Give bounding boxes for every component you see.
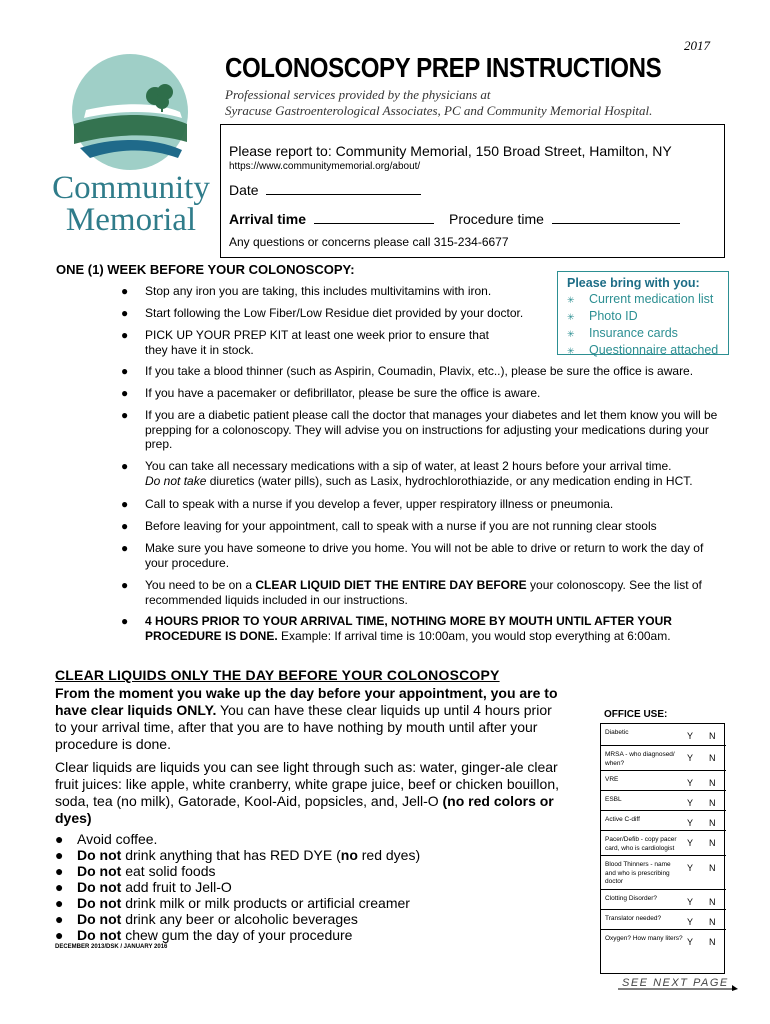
list-item: ● 4 HOURS PRIOR TO YOUR ARRIVAL TIME, NOTHING MORE BY MOUTH UNTIL AFTER YOUR PROCEDURE IS DONE. Example: If arrival time is 10:00am, you would stop everything at 6:00am. bbox=[121, 614, 672, 643]
subtitle-line-2: Syracuse Gastroenterological Associates, PC and Community Memorial Hospital. bbox=[225, 103, 653, 118]
bullet-icon: ● bbox=[55, 863, 64, 879]
week-before-heading: ONE (1) WEEK BEFORE YOUR COLONOSCOPY: bbox=[56, 262, 355, 277]
report-to-text: Please report to: Community Memorial, 150 Broad Street, Hamilton, NY bbox=[229, 143, 672, 159]
office-use-row: Clotting Disorder? Y N bbox=[601, 890, 726, 910]
arrival-time-label: Arrival time bbox=[229, 211, 307, 227]
office-use-row: Pacer/Defib - copy pacer card, who is cardiologist Y N bbox=[601, 831, 726, 856]
clear-liquids-paragraph-1: From the moment you wake up the day before your appointment, you are to have clear liquids ONLY. You can have these clear liquids up until 4 hours prior to your arrival time, after that you are to have nothing by mouth until after your procedure is done. bbox=[55, 685, 558, 752]
list-item: ● Start following the Low Fiber/Low Residue diet provided by your doctor. bbox=[121, 306, 524, 320]
list-item: ● Make sure you have someone to drive you home. You will not be able to drive or return to work the day of your procedure. bbox=[121, 541, 704, 570]
clear-liquids-heading: CLEAR LIQUIDS ONLY THE DAY BEFORE YOUR COLONOSCOPY bbox=[55, 667, 500, 683]
no-option[interactable]: N bbox=[709, 863, 716, 873]
avoid-item: ● Do not add fruit to Jell-O bbox=[55, 879, 232, 895]
arrival-time-field[interactable] bbox=[229, 211, 434, 227]
report-info-box bbox=[220, 124, 725, 258]
clear-liquids-paragraph-2: Clear liquids are liquids you can see light through such as: water, ginger-ale clear fruit juices: like apple, white cranberry, white grape juice, beef or chicken bouillon, soda, tea (no milk), Gatorade, Kool-Aid, popsicles, and, Jell-O (no red colors or dyes) bbox=[55, 759, 559, 826]
subtitle-line-1: Professional services provided by the physicians at bbox=[225, 87, 491, 102]
bullet-icon: ● bbox=[121, 284, 129, 298]
bullet-icon: ● bbox=[121, 497, 129, 511]
bring-item: ✳ Photo ID bbox=[567, 309, 638, 323]
questions-contact: Any questions or concerns please call 315-234-6677 bbox=[229, 235, 509, 249]
bring-item: ✳ Questionnaire attached bbox=[567, 343, 719, 357]
revision-date-note: DECEMBER 2013/DSK / JANUARY 2016 bbox=[55, 944, 168, 950]
bullet-icon: ● bbox=[121, 459, 129, 473]
logo-emblem-icon bbox=[40, 52, 220, 172]
office-use-row: Oxygen? How many liters? Y N bbox=[605, 935, 716, 947]
no-option[interactable]: N bbox=[709, 897, 716, 907]
no-option[interactable]: N bbox=[709, 838, 716, 848]
list-item: ● Stop any iron you are taking, this includes multivitamins with iron. bbox=[121, 284, 492, 298]
date-field[interactable] bbox=[229, 182, 421, 198]
bullet-icon: ● bbox=[121, 364, 129, 378]
avoid-item: ● Do not eat solid foods bbox=[55, 863, 216, 879]
procedure-time-field[interactable] bbox=[449, 211, 680, 227]
no-option[interactable]: N bbox=[709, 937, 716, 947]
list-item: ● PICK UP YOUR PREP KIT at least one week prior to ensure that they have it in stock. bbox=[121, 328, 489, 357]
bullet-icon: ● bbox=[121, 386, 129, 400]
bring-item: ✳ Current medication list bbox=[567, 292, 714, 306]
bullet-icon: ● bbox=[55, 895, 64, 911]
list-item: ● If you are a diabetic patient please call the doctor that manages your diabetes and let them know you will be prepping for a colonoscopy. They will advise you on instructions for adjusting your medications during your prep. bbox=[121, 408, 718, 451]
avoid-item: ● Do not drink anything that has RED DYE (no red dyes) bbox=[55, 847, 421, 863]
bullet-icon: ● bbox=[121, 306, 129, 320]
bring-item: ✳ Insurance cards bbox=[567, 326, 678, 340]
list-item: ● If you have a pacemaker or defibrillator, please be sure the office is aware. bbox=[121, 386, 541, 400]
yes-option[interactable]: Y bbox=[687, 937, 694, 947]
bullet-icon: ● bbox=[55, 831, 64, 847]
no-option[interactable]: N bbox=[709, 798, 716, 808]
procedure-time-blank-line[interactable] bbox=[552, 212, 680, 224]
community-memorial-logo bbox=[40, 52, 220, 247]
list-item: ● You need to be on a CLEAR LIQUID DIET THE ENTIRE DAY BEFORE your colonoscopy. See the list of recommended liquids included in our instructions. bbox=[121, 578, 702, 607]
yes-option[interactable]: Y bbox=[687, 731, 694, 741]
office-use-row: Blood Thinners - name and who is prescribing doctor Y N bbox=[601, 856, 726, 890]
bullet-icon: ● bbox=[121, 578, 129, 592]
logo-line-community: Community bbox=[52, 170, 210, 206]
office-use-row: Translator needed? Y N bbox=[601, 910, 726, 930]
see-next-page-label: SEE NEXT PAGE bbox=[622, 977, 729, 989]
avoid-item: ● Avoid coffee. bbox=[55, 831, 158, 847]
no-option[interactable]: N bbox=[709, 753, 716, 763]
logo-wordmark bbox=[40, 172, 222, 236]
office-use-row: VRE Y N bbox=[601, 771, 726, 791]
yes-option[interactable]: Y bbox=[687, 798, 694, 808]
no-option[interactable]: N bbox=[709, 731, 716, 741]
arrival-time-blank-line[interactable] bbox=[314, 212, 434, 224]
list-item: ● You can take all necessary medications with a sip of water, at least 2 hours before your arrival time. Do not take diuretics (water pills), such as Lasix, hydrochlorothiazide, or any medication ending in HCT. bbox=[121, 459, 693, 488]
bullet-icon: ● bbox=[121, 519, 129, 533]
asterisk-icon: ✳ bbox=[567, 329, 575, 339]
yes-option[interactable]: Y bbox=[687, 753, 694, 763]
list-item: ● Call to speak with a nurse if you develop a fever, upper respiratory illness or pneumonia. bbox=[121, 497, 614, 511]
bullet-icon: ● bbox=[55, 911, 64, 927]
office-use-row: ESBL Y N bbox=[601, 791, 726, 811]
asterisk-icon: ✳ bbox=[567, 295, 575, 305]
office-use-row: Active C-diff Y N bbox=[601, 811, 726, 831]
logo-line-memorial: Memorial bbox=[65, 202, 197, 238]
bullet-icon: ● bbox=[121, 328, 129, 342]
bullet-icon: ● bbox=[55, 927, 64, 943]
please-bring-box bbox=[557, 271, 729, 355]
date-blank-line[interactable] bbox=[266, 183, 421, 195]
yes-option[interactable]: Y bbox=[687, 897, 694, 907]
no-option[interactable]: N bbox=[709, 778, 716, 788]
year: 2017 bbox=[684, 38, 710, 53]
yes-option[interactable]: Y bbox=[687, 917, 694, 927]
avoid-item: ● Do not drink milk or milk products or artificial creamer bbox=[55, 895, 410, 911]
asterisk-icon: ✳ bbox=[567, 312, 575, 322]
hospital-url[interactable]: https://www.communitymemorial.org/about/ bbox=[229, 161, 421, 172]
list-item: ● If you take a blood thinner (such as Aspirin, Coumadin, Plavix, etc..), please be sure the office is aware. bbox=[121, 364, 694, 378]
please-bring-heading: Please bring with you: bbox=[567, 276, 700, 290]
procedure-time-label: Procedure time bbox=[449, 211, 544, 227]
no-option[interactable]: N bbox=[709, 917, 716, 927]
avoid-item: ● Do not drink any beer or alcoholic beverages bbox=[55, 911, 358, 927]
do-not-take-italic: Do not take bbox=[145, 473, 207, 488]
bullet-icon: ● bbox=[121, 541, 129, 555]
office-use-title: OFFICE USE: bbox=[604, 709, 668, 720]
bullet-icon: ● bbox=[55, 847, 64, 863]
office-use-table bbox=[600, 723, 725, 974]
yes-option[interactable]: Y bbox=[687, 863, 694, 873]
avoid-item: ● Do not chew gum the day of your procedure bbox=[55, 927, 353, 943]
asterisk-icon: ✳ bbox=[567, 346, 575, 356]
bullet-icon: ● bbox=[121, 614, 129, 628]
no-option[interactable]: N bbox=[709, 818, 716, 828]
yes-option[interactable]: Y bbox=[687, 838, 694, 848]
bullet-icon: ● bbox=[55, 879, 64, 895]
bullet-icon: ● bbox=[121, 408, 129, 422]
office-use-row: Diabetic Y N bbox=[601, 724, 726, 746]
list-item: ● Before leaving for your appointment, call to speak with a nurse if you are not running clear stools bbox=[121, 519, 657, 533]
office-use-row: MRSA - who diagnosed/ when? Y N bbox=[601, 746, 726, 771]
page-title: COLONOSCOPY PREP INSTRUCTIONS bbox=[225, 52, 662, 83]
yes-option[interactable]: Y bbox=[687, 818, 694, 828]
yes-option[interactable]: Y bbox=[687, 778, 694, 788]
date-label: Date bbox=[229, 182, 259, 198]
